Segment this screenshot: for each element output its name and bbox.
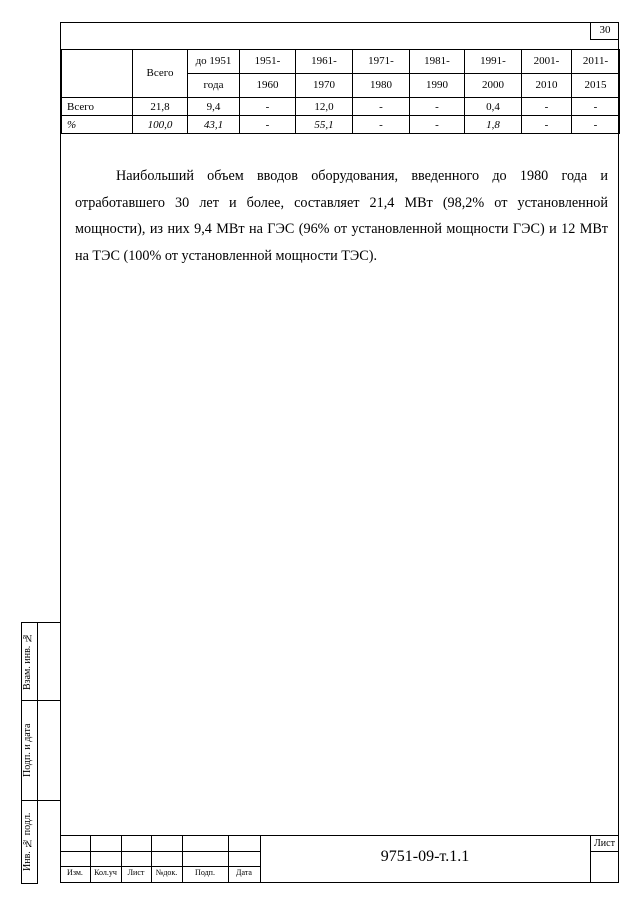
table-header-cell: 1981- xyxy=(410,50,465,74)
table-header-cell: Всего xyxy=(133,50,188,98)
table-cell: - xyxy=(353,98,410,116)
table-header-cell: 2010 xyxy=(522,74,572,98)
n-dok-label: №док. xyxy=(155,868,178,877)
page-frame xyxy=(60,22,619,883)
data-label: Дата xyxy=(236,868,252,877)
table-stub-header xyxy=(62,50,133,98)
kol-uch-label: Кол.уч xyxy=(94,868,117,877)
table-header-cell: 2011- xyxy=(572,50,620,74)
table-header-row xyxy=(62,50,620,74)
podp-data-label: Подп. и дата xyxy=(22,723,33,777)
table-cell: 55,1 xyxy=(296,116,353,134)
table-header-cell: 2001- xyxy=(522,50,572,74)
table-cell: - xyxy=(522,116,572,134)
table-row-label: % xyxy=(62,116,133,134)
body-paragraph: Наибольший объем вводов оборудования, введенного до 1980 года и отработавшего 30 лет и более, составляет 21,4 МВт (98,2% от установленной мощности), из них 9,4 МВт на ГЭС (96% от установленной мощности ГЭС) и 12 МВт на ТЭС (100% от установленной мощности ТЭС). xyxy=(75,168,608,264)
list-label: Лист xyxy=(127,868,145,877)
table-row xyxy=(62,98,620,116)
table-row xyxy=(62,116,620,134)
table-header-cell: 2000 xyxy=(465,74,522,98)
table-cell: 21,8 xyxy=(133,98,188,116)
table-cell: - xyxy=(410,116,465,134)
podp-label: Подп. xyxy=(195,868,215,877)
data-table xyxy=(61,49,620,134)
table-cell: 1,8 xyxy=(465,116,522,134)
table-header-cell: 1951- xyxy=(240,50,296,74)
table-cell: - xyxy=(572,98,620,116)
table-header-cell: 1960 xyxy=(240,74,296,98)
table-cell: 100,0 xyxy=(133,116,188,134)
inv-zam-label: Взам. инв. № xyxy=(22,632,33,690)
table-cell: - xyxy=(522,98,572,116)
table-cell: - xyxy=(410,98,465,116)
table-header-cell: 1991- xyxy=(465,50,522,74)
document-code: 9751-09-т.1.1 xyxy=(380,848,470,865)
table-header-cell: до 1951 xyxy=(188,50,240,74)
table-cell: - xyxy=(240,98,296,116)
page-number: 30 xyxy=(590,22,619,40)
table-cell: 0,4 xyxy=(465,98,522,116)
table-header-cell: 1971- xyxy=(353,50,410,74)
table-header-cell: 1990 xyxy=(410,74,465,98)
table-header-cell: 1961- xyxy=(296,50,353,74)
table-cell: - xyxy=(353,116,410,134)
table-cell: - xyxy=(572,116,620,134)
table-header-cell: года xyxy=(188,74,240,98)
inv-podl-label: Инв. № подл. xyxy=(22,812,33,872)
table-row-label: Всего xyxy=(62,98,133,116)
table-cell: - xyxy=(240,116,296,134)
table-header-cell: 1980 xyxy=(353,74,410,98)
table-header-cell: 1970 xyxy=(296,74,353,98)
table-cell: 9,4 xyxy=(188,98,240,116)
table-cell: 43,1 xyxy=(188,116,240,134)
izm-label: Изм. xyxy=(67,868,83,877)
table-cell: 12,0 xyxy=(296,98,353,116)
sheet-label: Лист xyxy=(594,838,615,849)
table-header-cell: 2015 xyxy=(572,74,620,98)
